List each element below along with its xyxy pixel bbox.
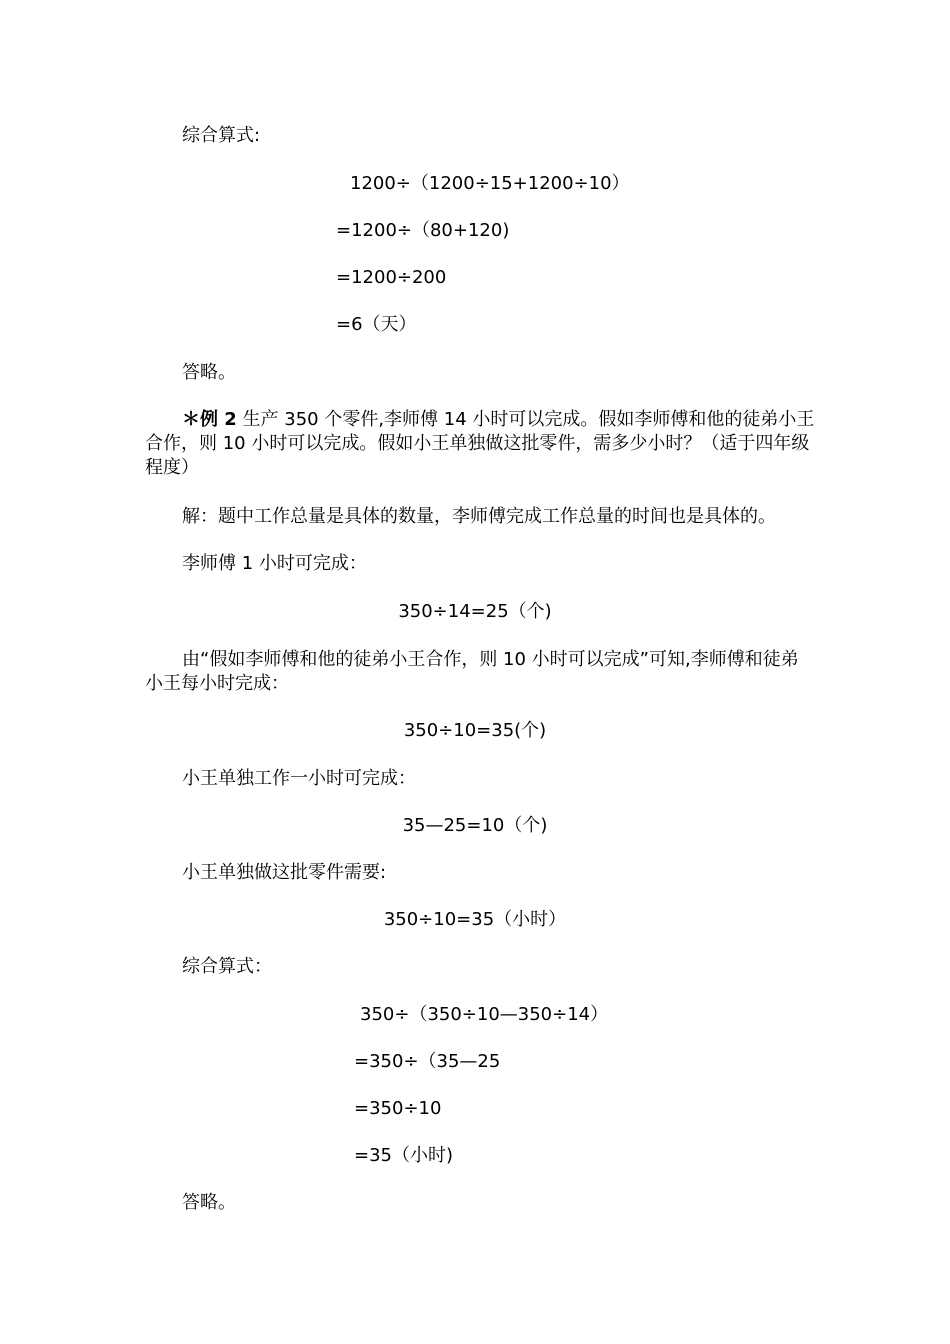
step-formula: 35—25=10（个) [402, 815, 548, 836]
step-formula: 350÷10=35（小时） [383, 909, 567, 930]
step-label: 李师傅 1 小时可完成： [182, 553, 367, 574]
step-formula: 350÷10=35(个) [403, 720, 547, 741]
formula-line: =350÷10 [354, 1098, 442, 1119]
step-label: 小王单独工作一小时可完成： [182, 768, 416, 789]
combined-formula-label: 综合算式： [182, 956, 272, 977]
formula-line: =6（天） [336, 314, 417, 335]
example-text: 生产 350 个零件,李师傅 14 小时可以完成。假如李师傅和他的徒弟小王合作，则 10 小时可以完成。假如小王单独做这批零件，需多少小时？（适于四年级程度） [145, 409, 815, 478]
formula-line: =350÷（35—25 [354, 1051, 501, 1072]
example-2-question [145, 408, 815, 480]
formula-line: 1200÷（1200÷15+1200÷10） [350, 173, 630, 194]
formula-line: =1200÷（80+120) [336, 220, 510, 241]
formula-line: 350÷（350÷10—350÷14） [360, 1004, 609, 1025]
combined-formula-label: 综合算式: [182, 125, 261, 146]
answer-omitted: 答略。 [182, 362, 236, 383]
step-label: 小王单独做这批零件需要: [182, 862, 387, 883]
step-formula: 350÷14=25（个) [398, 601, 552, 622]
formula-line: =35（小时) [354, 1145, 454, 1166]
step-text: 由“假如李师傅和他的徒弟小王合作，则 10 小时可以完成”可知,李师傅和徒弟小王每小时完成： [145, 649, 799, 694]
example-marker: ＊例 2 [182, 409, 237, 430]
formula-line: =1200÷200 [336, 267, 447, 288]
solution-text: 解：题中工作总量是具体的数量，李师傅完成工作总量的时间也是具体的。 [182, 506, 776, 527]
answer-omitted: 答略。 [182, 1192, 236, 1213]
